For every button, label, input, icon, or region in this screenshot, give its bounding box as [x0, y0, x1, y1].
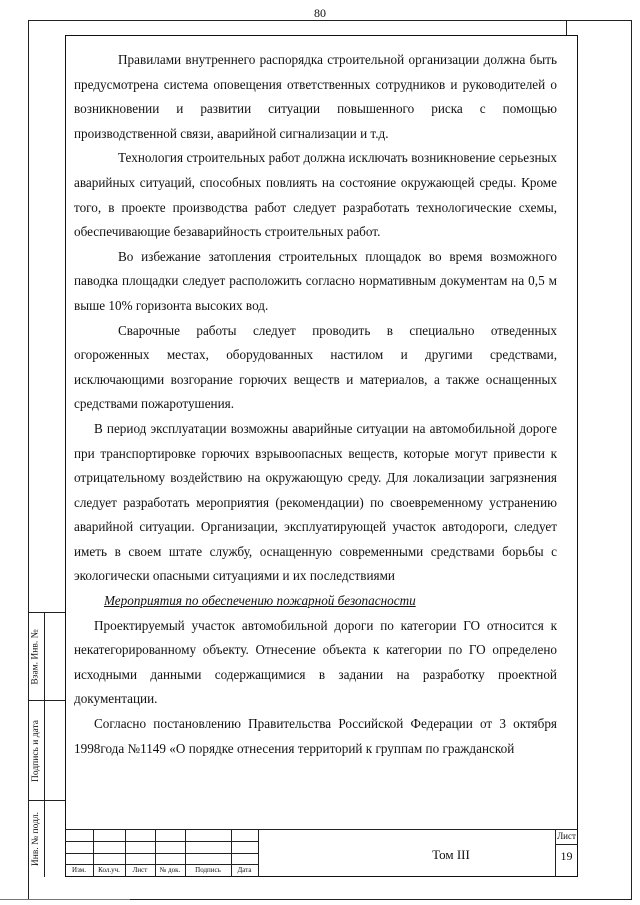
- side-stamp-podpis: [28, 700, 65, 800]
- side-stamp-label-box: [28, 801, 44, 877]
- tb-col-label-koluch: Кол.уч.: [98, 866, 120, 874]
- side-stamp-inv: [28, 800, 65, 877]
- side-stamp-label-vzam: Взам. Инв. №: [31, 628, 41, 685]
- section-heading: Мероприятия по обеспечению пожарной безопасности: [104, 593, 416, 609]
- tb-col-label-ndok: № док.: [159, 866, 181, 874]
- paragraph: Проектируемый участок автомобильной дороги по категории ГО относится к некатегорированному объекту. Отнесение объекта к категории по ГО определено исходными данными содержащимися в задании на разработку проектной документации.: [74, 617, 557, 707]
- paragraph: В период эксплуатации возможны аварийные ситуации на автомобильной дороге при транспортировке горючих взрывоопасных веществ, которые могут привести к отрицательному воздействию на окружающую среду. Для локализации загрязнения следует разработать мероприятия (рекомендации) по своевременному устранению аварийной ситуации. Организации, эксплуатирующей участок автодороги, следует иметь в своем штате службу, оснащенную современными средствами борьбы с экологически опасными ситуациями и их последствиями: [74, 420, 557, 584]
- tb-sheet-number: 19: [560, 849, 573, 863]
- side-stamp-divider: [44, 701, 45, 800]
- paragraph: Правилами внутреннего распорядка строительной организации должна быть предусмотрена система оповещения ответственных сотрудников и руководителей о возникновении и развитии ситуации повышенного риска с помощью производственной связи, аварийной сигнализации и т.д.: [74, 52, 557, 141]
- tb-line: [65, 829, 578, 830]
- side-stamp-vzam: [28, 612, 65, 700]
- paragraph: Во избежание затопления строительных площадок во время возможного паводка площадки следует расположить согласно нормативным документам на 0,5 м выше 10% горизонта высоких вод.: [74, 248, 557, 313]
- body-text: [74, 48, 557, 761]
- tb-sheet-label: Лист: [557, 831, 576, 841]
- paragraph: Технология строительных работ должна исключать возникновение серьезных аварийных ситуаций, способных повлиять на состояние окружающей среды. Кроме того, в проекте производства работ следует разработать технологические схемы, обеспечивающие безаварийность строительных работ.: [74, 150, 557, 240]
- tb-col-label-data: Дата: [237, 866, 252, 874]
- side-stamp-divider: [44, 801, 45, 877]
- tb-col-label-list: Лист: [132, 866, 148, 874]
- side-stamp-label-box: [28, 613, 44, 700]
- top-rule-fragment: [566, 20, 567, 36]
- paragraph: Сварочные работы следует проводить в специально отведенных огороженных местах, оборудованных настилом и другими средствами, исключающими возгорание горючих веществ и материалов, а также оснащенных средствами пожаротушения.: [74, 322, 557, 412]
- tb-col-label-podpis: Подпись: [195, 866, 221, 874]
- page-number: 80: [314, 6, 326, 20]
- tb-line: [555, 844, 578, 845]
- side-stamp-label-box: [28, 701, 44, 800]
- side-stamp-label-inv: Инв. № подл.: [31, 811, 42, 867]
- footer-rule: [0, 899, 130, 900]
- title-block: [65, 829, 578, 877]
- tb-volume: Том III: [432, 847, 470, 862]
- tb-line: [258, 829, 259, 877]
- side-stamp-divider: [44, 613, 45, 700]
- paragraph: Согласно постановлению Правительства Российской Федерации от 3 октября 1998года №1149 «О порядке отнесения территорий к группам по гражданской: [74, 716, 557, 756]
- side-stamp-label-podpis: Подпись и дата: [31, 719, 42, 782]
- tb-col-label-izm: Изм.: [72, 866, 86, 874]
